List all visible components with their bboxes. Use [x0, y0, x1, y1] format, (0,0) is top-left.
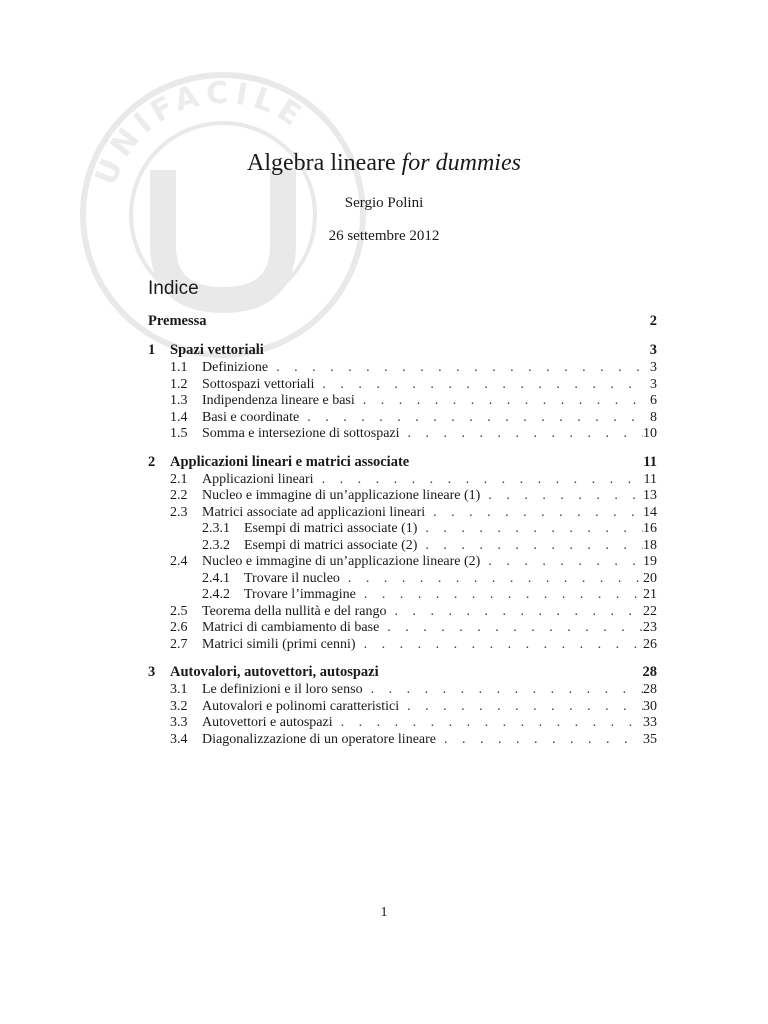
toc-entry-page: 10 — [643, 426, 657, 441]
toc-entry-number: 2.2 — [170, 488, 188, 503]
toc-section[interactable] — [148, 377, 657, 394]
watermark-text: UNIFACILE — [88, 75, 313, 190]
toc-entry-number: 2.4 — [170, 554, 188, 569]
document-date: 26 settembre 2012 — [328, 228, 440, 244]
toc-entry-page: 14 — [643, 504, 657, 520]
toc-entry-page: 20 — [643, 570, 657, 586]
toc-entry-page: 28 — [643, 682, 657, 697]
toc-section[interactable] — [148, 637, 657, 654]
toc-section[interactable] — [148, 360, 657, 377]
toc-entry-page: 22 — [643, 603, 657, 619]
toc-leader — [356, 637, 643, 654]
toc-entry-number: 2.1 — [170, 471, 188, 487]
toc-subsection[interactable] — [148, 571, 657, 588]
toc-entry-number: 2.5 — [170, 603, 188, 619]
toc-leader — [379, 620, 643, 637]
toc-leader — [356, 587, 643, 604]
toc-leader — [436, 732, 643, 749]
toc-entry-title: Autovalori e polinomi caratteristici — [202, 698, 400, 714]
toc-entry-page: 13 — [643, 488, 657, 503]
toc-entry-title: Matrici simili (primi cenni) — [202, 636, 356, 652]
toc-leader — [417, 538, 643, 555]
toc-entry-number: 2.6 — [170, 620, 188, 635]
toc-entry-number: 1 — [148, 342, 156, 358]
toc-entry-title: Matrici associate ad applicazioni lineari — [202, 504, 426, 520]
toc-entry-page: 3 — [649, 342, 657, 358]
toc-entry-title: Spazi vettoriali — [170, 342, 264, 358]
toc-entry-title: Applicazioni lineari — [202, 471, 314, 487]
toc-preface[interactable] — [148, 311, 657, 331]
toc-entry-title: Nucleo e immagine di un’applicazione lineare (2) — [202, 554, 481, 569]
toc-heading: Indice — [148, 278, 199, 299]
toc-chapter[interactable] — [148, 340, 657, 360]
toc-entry-page: 2 — [649, 313, 657, 329]
toc-entry-page: 11 — [643, 471, 657, 487]
toc-entry-number: 2.3.1 — [202, 521, 230, 536]
toc-section[interactable] — [148, 699, 657, 716]
table-of-contents — [148, 311, 657, 748]
toc-entry-number: 3.4 — [170, 731, 188, 747]
toc-entry-number: 1.5 — [170, 426, 188, 441]
toc-section[interactable] — [148, 505, 657, 522]
toc-spacer — [148, 331, 657, 340]
toc-leader — [314, 377, 643, 394]
toc-leader — [363, 682, 643, 699]
toc-entry-number: 2.4.1 — [202, 570, 230, 586]
toc-entry-title: Nucleo e immagine di un’applicazione lineare (1) — [202, 488, 481, 503]
toc-section[interactable] — [148, 472, 657, 489]
toc-entry-number: 2.4.2 — [202, 587, 230, 602]
toc-entry-page: 19 — [643, 554, 657, 569]
toc-entry-number: 1.4 — [170, 409, 188, 425]
toc-section[interactable] — [148, 604, 657, 621]
toc-entry-title: Sottospazi vettoriali — [202, 376, 315, 392]
toc-chapter[interactable] — [148, 662, 657, 682]
toc-entry-page: 6 — [650, 393, 657, 408]
toc-entry-title: Trovare il nucleo — [244, 570, 340, 586]
toc-entry-title: Applicazioni lineari e matrici associate — [170, 453, 410, 470]
toc-leader — [314, 472, 643, 489]
toc-entry-title: Autovettori e autospazi — [202, 715, 333, 730]
page-number: 1 — [380, 905, 388, 920]
toc-leader — [425, 505, 643, 522]
toc-entry-page: 35 — [643, 731, 657, 747]
toc-subsection[interactable] — [148, 538, 657, 555]
toc-entry-page: 30 — [643, 698, 657, 714]
toc-entry-number: 1.1 — [170, 360, 188, 375]
toc-entry-number: 3.3 — [170, 715, 188, 730]
toc-leader — [417, 521, 643, 538]
toc-entry-page: 33 — [643, 715, 657, 730]
toc-entry-title: Teorema della nullità e del rango — [202, 603, 387, 619]
toc-entry-title: Diagonalizzazione di un operatore lineare — [202, 731, 436, 747]
toc-section[interactable] — [148, 620, 657, 637]
toc-entry-number: 3 — [148, 664, 156, 680]
toc-entry-number: 1.3 — [170, 393, 188, 408]
toc-entry-number: 1.2 — [170, 376, 188, 392]
toc-entry-number: 2 — [148, 453, 156, 470]
toc-entry-number: 3.2 — [170, 698, 188, 714]
toc-entry-title: Matrici di cambiamento di base — [202, 620, 380, 635]
toc-entry-title: Premessa — [148, 313, 207, 329]
toc-subsection[interactable] — [148, 587, 657, 604]
title-main: Algebra lineare — [247, 150, 396, 176]
toc-entry-number: 2.3 — [170, 504, 188, 520]
toc-leader — [400, 426, 643, 443]
toc-entry-page: 23 — [643, 620, 657, 635]
toc-entry-title: Le definizioni e il loro senso — [202, 682, 363, 697]
toc-section[interactable] — [148, 682, 657, 699]
toc-entry-page: 11 — [643, 453, 657, 470]
toc-section[interactable] — [148, 715, 657, 732]
toc-spacer — [148, 653, 657, 662]
toc-leader — [268, 360, 643, 377]
toc-subsection[interactable] — [148, 521, 657, 538]
toc-entry-page: 28 — [642, 664, 657, 680]
toc-spacer — [148, 443, 657, 452]
toc-entry-number: 3.1 — [170, 682, 188, 697]
toc-section[interactable] — [148, 732, 657, 749]
toc-leader — [299, 410, 643, 427]
toc-leader — [340, 571, 643, 588]
toc-entry-title: Esempi di matrici associate (1) — [244, 521, 418, 536]
toc-section[interactable] — [148, 488, 657, 505]
toc-entry-title: Definizione — [202, 360, 269, 375]
toc-leader — [480, 488, 643, 505]
toc-entry-title: Esempi di matrici associate (2) — [244, 537, 418, 553]
toc-chapter[interactable] — [148, 452, 657, 472]
toc-leader — [386, 604, 643, 621]
toc-entry-page: 16 — [643, 521, 657, 536]
document-author: Sergio Polini — [344, 195, 424, 211]
toc-entry-page: 3 — [650, 376, 657, 392]
toc-leader — [333, 715, 643, 732]
toc-leader — [355, 393, 643, 410]
toc-leader — [399, 699, 643, 716]
toc-entry-number: 2.3.2 — [202, 537, 230, 553]
toc-entry-title: Basi e coordinate — [202, 409, 300, 425]
toc-entry-number: 2.7 — [170, 636, 188, 652]
toc-entry-title: Trovare l’immagine — [244, 587, 356, 602]
toc-leader — [480, 554, 643, 571]
document-title — [0, 150, 768, 177]
toc-entry-title: Indipendenza lineare e basi — [202, 393, 355, 408]
toc-entry-title: Somma e intersezione di sottospazi — [202, 426, 400, 441]
toc-entry-page: 3 — [650, 360, 657, 375]
title-italic: for dummies — [401, 150, 521, 176]
toc-section[interactable] — [148, 410, 657, 427]
toc-section[interactable] — [148, 554, 657, 571]
toc-section[interactable] — [148, 426, 657, 443]
toc-entry-page: 26 — [643, 636, 657, 652]
toc-entry-title: Autovalori, autovettori, autospazi — [170, 664, 379, 680]
toc-entry-page: 18 — [643, 537, 657, 553]
toc-entry-page: 8 — [650, 409, 657, 425]
toc-section[interactable] — [148, 393, 657, 410]
toc-entry-page: 21 — [643, 587, 657, 602]
